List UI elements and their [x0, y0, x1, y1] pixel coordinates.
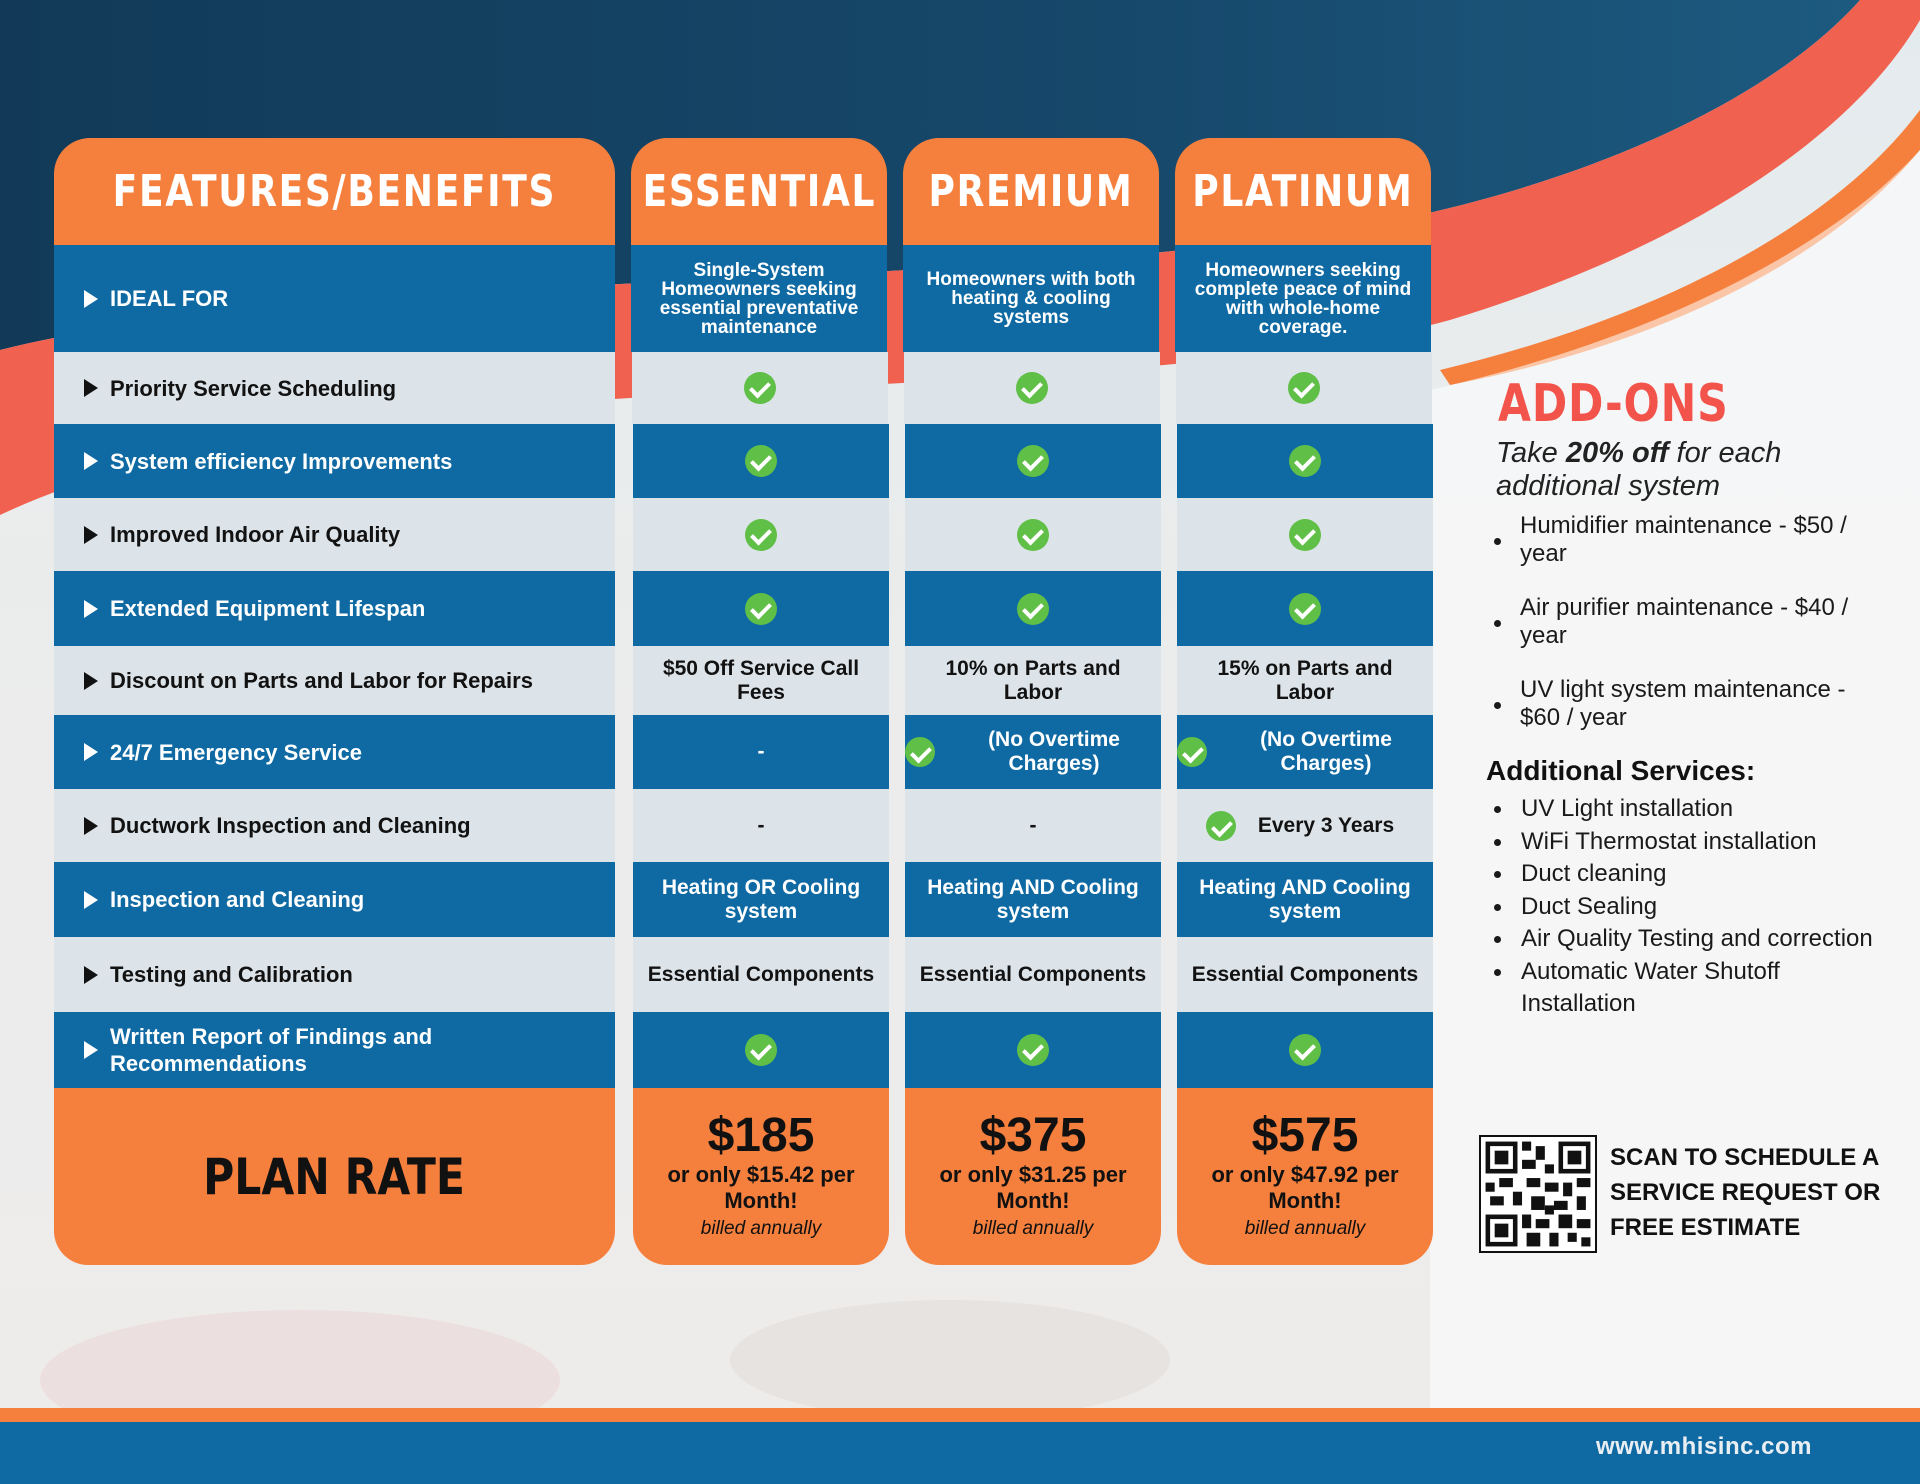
essential-cell [633, 937, 889, 1012]
billed-premium: billed annually [972, 1217, 1094, 1239]
check-circle-icon [1206, 811, 1236, 841]
service-item: Air Quality Testing and correction [1492, 923, 1892, 956]
header-essential: ESSENTIAL [631, 138, 887, 245]
check-circle-icon [745, 445, 777, 477]
header-features-benefits: FEATURES/BENEFITS [54, 138, 615, 245]
platinum-cell [1176, 352, 1432, 424]
essential-cell [631, 245, 887, 352]
check-circle-icon [1289, 519, 1321, 551]
feature-label: Testing and Calibration [110, 962, 353, 987]
premium-cell [904, 352, 1160, 424]
plan-cell-text: - [757, 740, 765, 763]
feature-label: Discount on Parts and Labor for Repairs [110, 668, 533, 693]
plan-cell-text: Essential Components [919, 962, 1147, 986]
play-arrow-icon [84, 290, 98, 308]
feature-cell [54, 937, 615, 1012]
header-platinum: PLATINUM [1175, 138, 1431, 245]
premium-cell [903, 245, 1159, 352]
plan-cell-text: Homeowners with both heating & cooling systems [926, 269, 1136, 328]
platinum-cell [1177, 789, 1433, 862]
platinum-cell [1177, 424, 1433, 498]
check-circle-icon [745, 593, 777, 625]
price-essential: $185 [707, 1108, 815, 1162]
plan-cell-text: $50 Off Service Call Fees [662, 656, 860, 704]
essential-cell [633, 571, 889, 646]
footer-stripe [0, 1408, 1920, 1422]
platinum-cell [1177, 1012, 1433, 1088]
check-circle-icon [1017, 1034, 1049, 1066]
check-circle-icon [1289, 593, 1321, 625]
plan-rate-label: PLAN RATE [203, 1147, 466, 1206]
plan-cell-text: Homeowners seeking complete peace of mind with whole-home coverage. [1194, 259, 1412, 338]
essential-cell [633, 715, 889, 789]
price-platinum: $575 [1251, 1108, 1359, 1162]
play-arrow-icon [84, 891, 98, 909]
feature-cell [54, 715, 615, 789]
check-circle-icon [1289, 445, 1321, 477]
additional-services-list [1492, 793, 1892, 1021]
plan-cell-text: Heating OR Cooling system [661, 875, 861, 923]
plan-cell-text: Every 3 Years [1257, 813, 1395, 837]
plan-cell-text: Heating AND Cooling system [1199, 875, 1411, 923]
additional-services-title: Additional Services: [1486, 755, 1756, 786]
feature-cell [54, 571, 615, 646]
feature-cell [54, 352, 615, 424]
play-arrow-icon [84, 452, 98, 470]
feature-label: Priority Service Scheduling [110, 375, 397, 401]
essential-cell [633, 498, 889, 571]
monthly-essential: or only $15.42 per Month! [667, 1161, 855, 1213]
qr-code-icon[interactable] [1479, 1135, 1597, 1253]
premium-cell [905, 1012, 1161, 1088]
monthly-premium: or only $31.25 per Month! [939, 1161, 1127, 1213]
website-link[interactable]: www.mhisinc.com [1596, 1433, 1812, 1460]
check-circle-icon [1017, 519, 1049, 551]
service-item: Duct cleaning [1492, 858, 1892, 891]
billed-essential: billed annually [700, 1217, 822, 1239]
plan-cell-text: Essential Components [1191, 962, 1419, 986]
price-premium: $375 [979, 1108, 1087, 1162]
service-item: UV Light installation [1492, 793, 1892, 826]
check-circle-icon [1017, 593, 1049, 625]
addon-item: UV light system maintenance - $60 / year [1492, 676, 1892, 732]
qr-caption: SCAN TO SCHEDULE A SERVICE REQUEST OR FREE ESTIMATE [1610, 1144, 1881, 1241]
monthly-platinum: or only $47.92 per Month! [1211, 1161, 1399, 1213]
essential-cell [633, 862, 889, 937]
platinum-cell [1177, 715, 1433, 789]
plan-cell-text: 15% on Parts and Labor [1217, 656, 1393, 704]
premium-cell [905, 789, 1161, 862]
feature-label: 24/7 Emergency Service [110, 739, 362, 765]
feature-label: System efficiency Improvements [110, 448, 453, 474]
plan-cell-text: Single-System Homeowners seeking essential preventative maintenance [659, 259, 859, 338]
service-item: Duct Sealing [1492, 891, 1892, 924]
plan-cell-text: (No Overtime Charges) [1260, 728, 1392, 775]
feature-cell [54, 862, 615, 937]
feature-cell [54, 498, 615, 571]
feature-cell [54, 424, 615, 498]
premium-cell [905, 498, 1161, 571]
plan-rate-platinum [1177, 1088, 1433, 1265]
addon-item: Humidifier maintenance - $50 / year [1492, 512, 1892, 568]
essential-cell [632, 352, 888, 424]
plan-cell-text: - [1029, 813, 1037, 837]
platinum-cell [1177, 646, 1433, 715]
feature-label: IDEAL FOR [110, 286, 229, 311]
feature-label: Ductwork Inspection and Cleaning [110, 813, 471, 838]
feature-cell [54, 646, 615, 715]
check-circle-icon [1177, 737, 1207, 767]
essential-cell [633, 646, 889, 715]
play-arrow-icon [84, 966, 98, 984]
check-circle-icon [745, 1034, 777, 1066]
plan-cell-text: Essential Components [647, 962, 875, 986]
play-arrow-icon [84, 817, 98, 835]
plan-cell-text: Heating AND Cooling system [927, 875, 1139, 923]
essential-cell [633, 1012, 889, 1088]
check-circle-icon [905, 737, 935, 767]
essential-cell [633, 424, 889, 498]
plan-cell-text: 10% on Parts and Labor [945, 656, 1121, 704]
play-arrow-icon [84, 600, 98, 618]
play-arrow-icon [84, 1041, 98, 1059]
feature-cell [54, 245, 615, 352]
play-arrow-icon [84, 526, 98, 544]
plan-rate-label-cell [54, 1088, 615, 1265]
service-item: Automatic Water Shutoff Installation [1492, 956, 1892, 1021]
platinum-cell [1177, 937, 1433, 1012]
essential-cell [633, 789, 889, 862]
premium-cell [905, 937, 1161, 1012]
premium-cell [905, 715, 1161, 789]
addon-item: Air purifier maintenance - $40 / year [1492, 594, 1892, 650]
platinum-cell [1177, 862, 1433, 937]
platinum-cell [1177, 571, 1433, 646]
feature-label: Inspection and Cleaning [110, 887, 365, 912]
platinum-cell [1175, 245, 1431, 352]
feature-label: Improved Indoor Air Quality [110, 522, 401, 547]
check-circle-icon [1289, 1034, 1321, 1066]
feature-cell [54, 789, 615, 862]
check-circle-icon [745, 519, 777, 551]
check-circle-icon [1016, 372, 1048, 404]
plan-cell-text: - [757, 813, 765, 837]
plan-cell-text: (No Overtime Charges) [988, 728, 1120, 775]
platinum-cell [1177, 498, 1433, 571]
premium-cell [905, 571, 1161, 646]
premium-cell [905, 424, 1161, 498]
play-arrow-icon [84, 379, 98, 397]
check-circle-icon [1288, 372, 1320, 404]
billed-platinum: billed annually [1244, 1217, 1366, 1239]
plan-rate-premium [905, 1088, 1161, 1265]
premium-cell [905, 646, 1161, 715]
check-circle-icon [1017, 445, 1049, 477]
feature-label: Extended Equipment Lifespan [110, 596, 426, 621]
plan-rate-essential [633, 1088, 889, 1265]
premium-cell [905, 862, 1161, 937]
check-circle-icon [744, 372, 776, 404]
addons-title: ADD-ONS [1498, 374, 1729, 434]
addons-subtitle: Take 20% off for each additional system [1496, 437, 1782, 502]
feature-label: Written Report of Findings and Recommendations [110, 1024, 433, 1076]
feature-cell [54, 1012, 615, 1088]
play-arrow-icon [84, 672, 98, 690]
header-premium: PREMIUM [903, 138, 1159, 245]
service-item: WiFi Thermostat installation [1492, 826, 1892, 859]
play-arrow-icon [84, 743, 98, 761]
